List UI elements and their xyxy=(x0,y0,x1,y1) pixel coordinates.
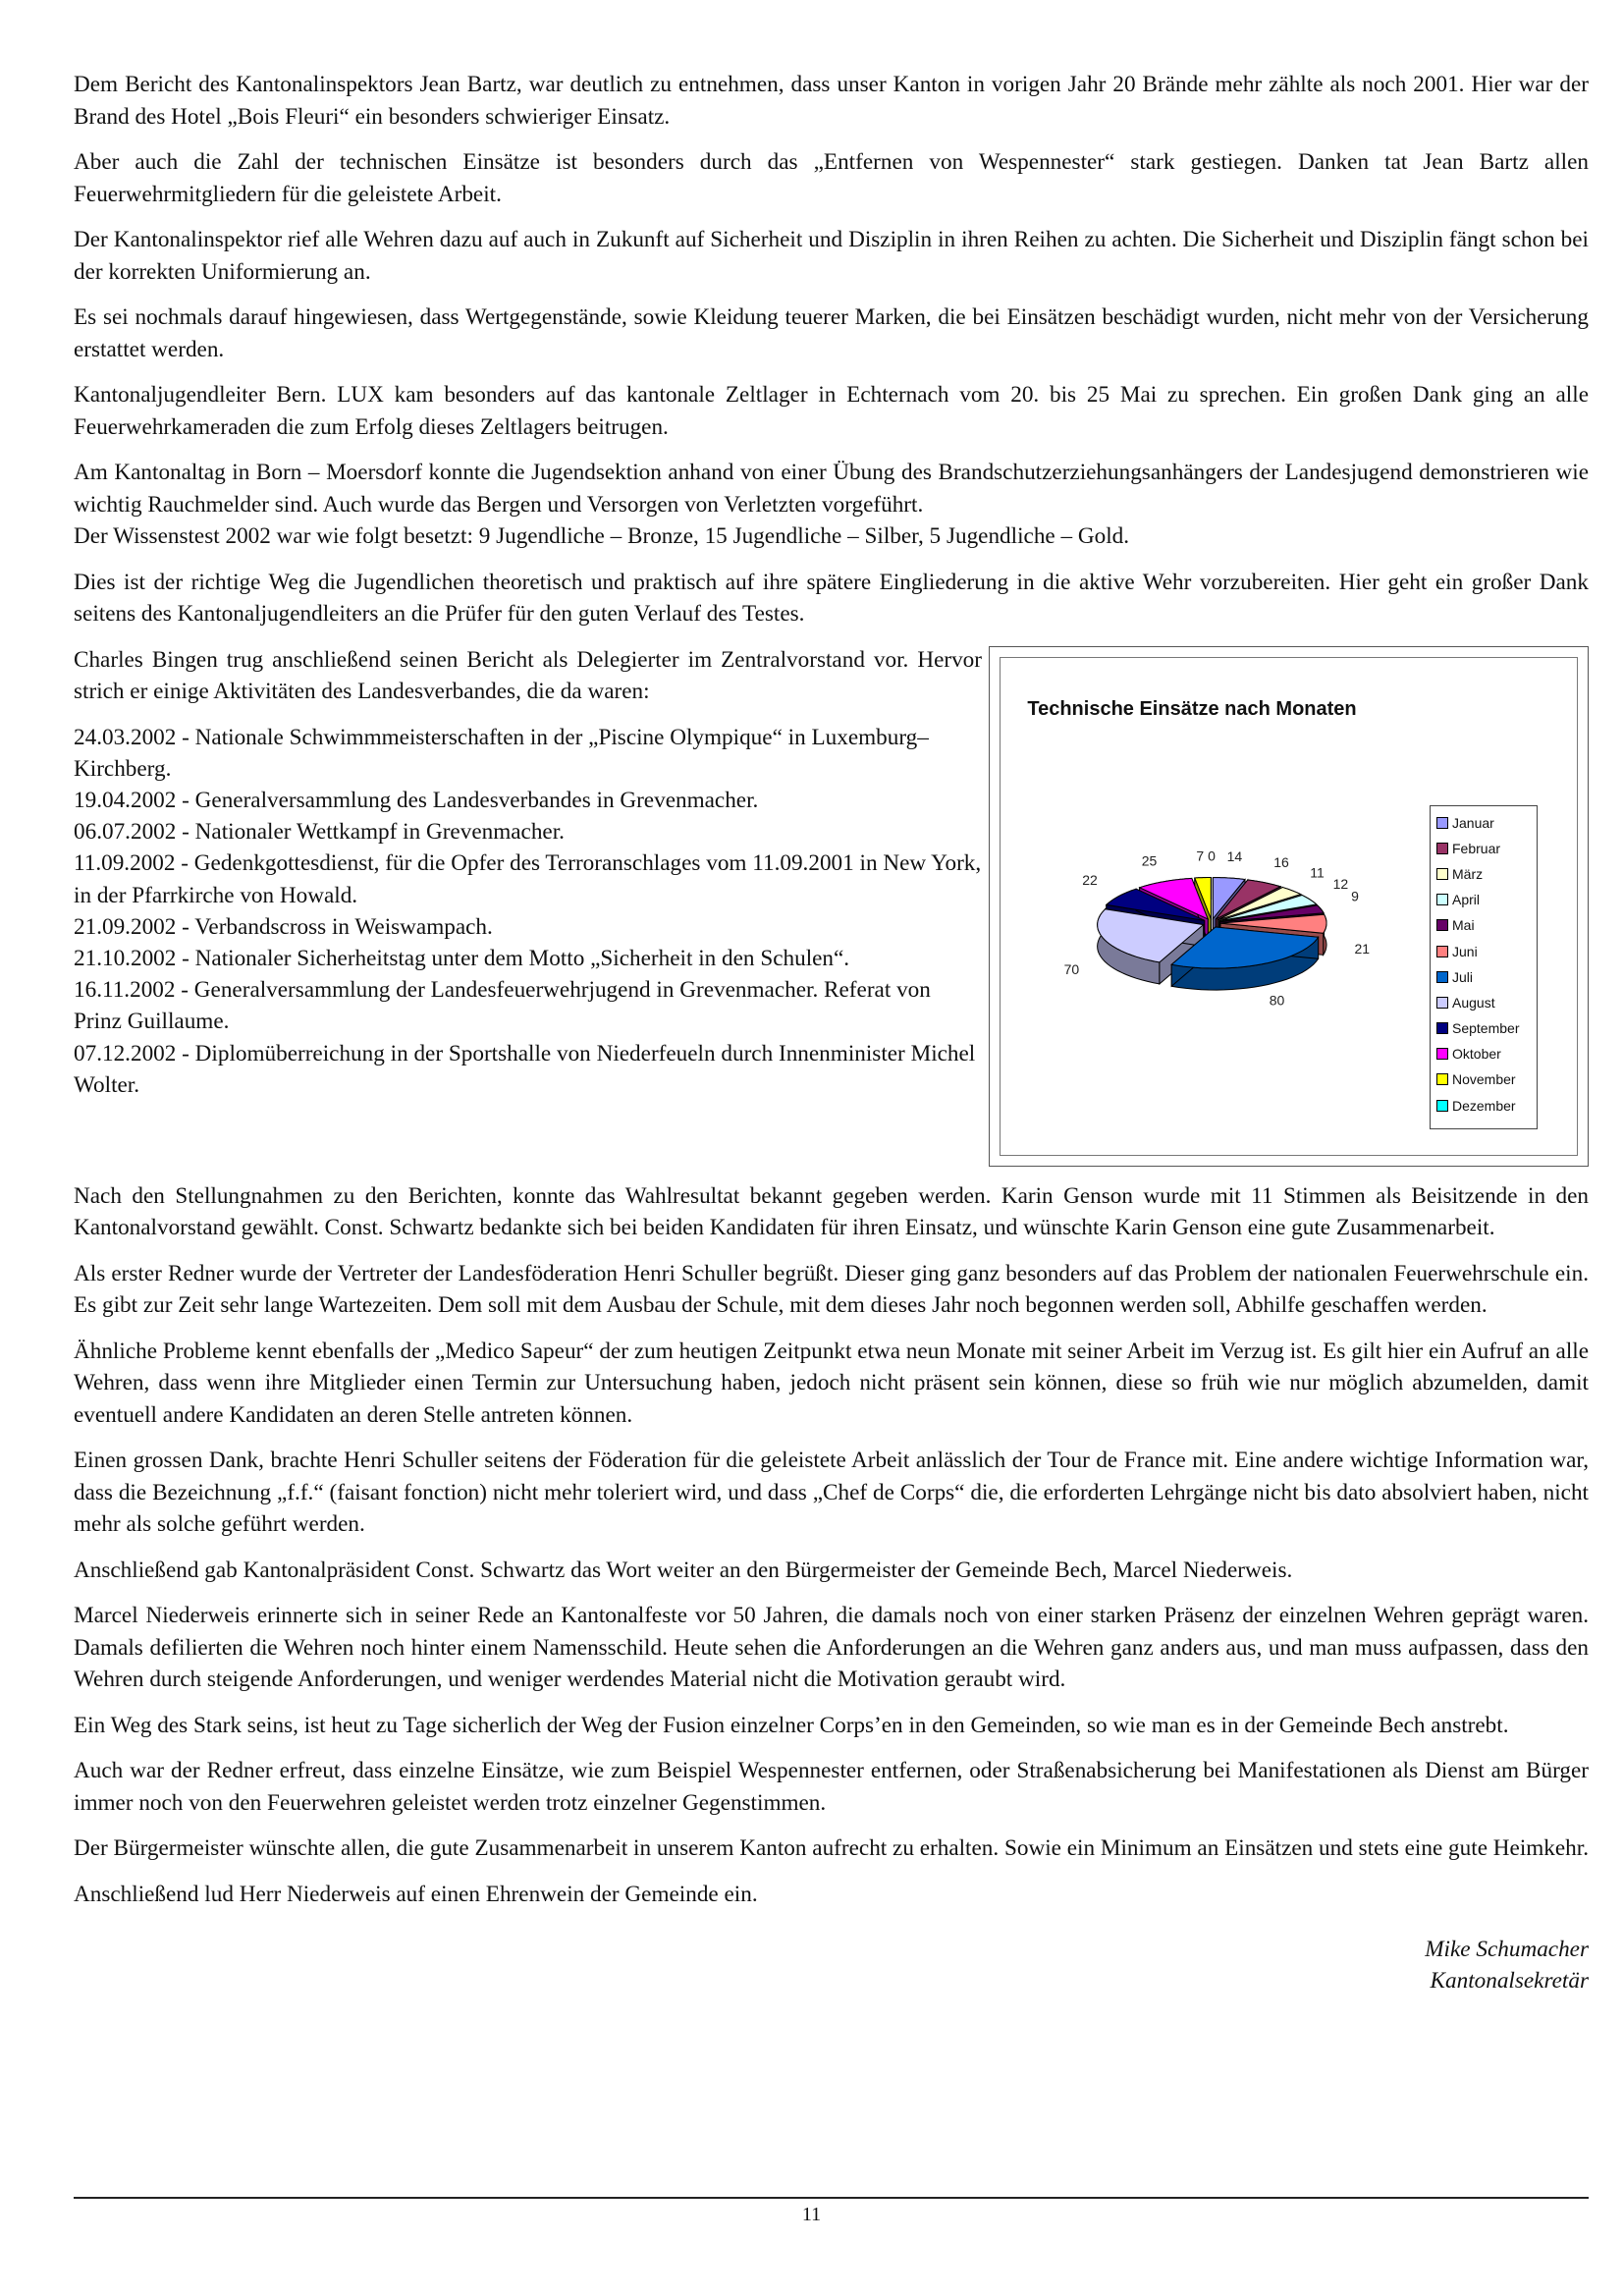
paragraph-safety-discipline: Der Kantonalinspektor rief alle Wehren dazu auf auch in Zukunft auf Sicherheit und Disziplin in ihren Reihen zu achten. Die Sicherheit und Disziplin fängt schon bei der korrekten Uniformierung an. xyxy=(74,227,1589,285)
legend-item xyxy=(1436,861,1533,887)
chart-area xyxy=(1000,657,1578,1156)
footer-rule xyxy=(74,2197,1589,2199)
legend-item xyxy=(1436,1093,1533,1119)
legend-item xyxy=(1436,912,1533,938)
legend-item xyxy=(1436,964,1533,990)
legend-swatch xyxy=(1436,971,1448,983)
paragraph-fusion: Ein Weg des Stark seins, ist heut zu Tage sicherlich der Weg der Fusion einzelner Corps’en in den Gemeinden, so wie man es in der Gemeinde Bech anstrebt. xyxy=(74,1712,1509,1738)
legend-item xyxy=(1436,938,1533,963)
legend-label: Juni xyxy=(1452,943,1478,959)
legend-swatch xyxy=(1436,1022,1448,1034)
event-item: 19.04.2002 - Generalversammlung des Landesverbandes in Grevenmacher. xyxy=(74,787,759,813)
paragraph-youth-preparation: Dies ist der richtige Weg die Jugendlichen theoretisch und praktisch auf ihre spätere Eingliederung in die aktive Wehr vorzubereiten. Hier geht ein großer Dank seitens des Kantonaljugendleiters an die Prüfer für den guten Verlauf des Testes. xyxy=(74,569,1589,627)
event-item: 21.10.2002 - Nationaler Sicherheitstag unter dem Motto „Sicherheit in den Schulen“. xyxy=(74,945,850,971)
legend-swatch xyxy=(1436,817,1448,829)
page-content xyxy=(74,69,1589,1996)
paragraph-delegate-intro: Charles Bingen trug anschließend seinen Bericht als Delegierter im Zentralvorstand vor. Hervor strich er einige Aktivitäten des Landesverbandes, die da waren: xyxy=(74,646,982,704)
legend-label: Dezember xyxy=(1452,1097,1516,1114)
legend-item xyxy=(1436,990,1533,1015)
legend-swatch xyxy=(1436,1073,1448,1085)
page-number: 11 xyxy=(801,2204,822,2225)
pie-data-label: 7 xyxy=(1196,847,1205,863)
legend-label: September xyxy=(1452,1020,1520,1037)
pie-data-label: 16 xyxy=(1273,853,1289,870)
legend-item xyxy=(1436,887,1533,912)
legend-label: Juli xyxy=(1452,968,1474,985)
legend-label: August xyxy=(1452,994,1495,1011)
legend-label: April xyxy=(1452,892,1481,908)
paragraph-inspector-report: Dem Bericht des Kantonalinspektors Jean Bartz, war deutlich zu entnehmen, dass unser Kanton in vorigen Jahr 20 Brände mehr zählte als noch 2001. Hier war der Brand des Hotel „Bois Fleuri“ ein besonders schwieriger Einsatz. xyxy=(74,72,1589,130)
pie-data-label: 12 xyxy=(1332,875,1349,892)
pie-data-label: 14 xyxy=(1226,847,1243,864)
legend-item xyxy=(1436,1066,1533,1092)
paragraph-closing-wine: Anschließend lud Herr Niederweis auf einen Ehrenwein der Gemeinde ein. xyxy=(74,1881,758,1907)
event-item: 21.09.2002 - Verbandscross in Weiswampach. xyxy=(74,913,493,940)
legend-swatch xyxy=(1436,997,1448,1009)
legend-swatch xyxy=(1436,894,1448,905)
chart-frame xyxy=(989,646,1589,1167)
legend-swatch xyxy=(1436,1100,1448,1112)
paragraph-federation-speaker: Als erster Redner wurde der Vertreter der Landesföderation Henri Schuller begrüßt. Dieser ging ganz besonders auf das Problem der nationalen Feuerwehrschule ein. Es gibt zur Zeit sehr lange Wartezeiten. Dem soll mit dem Ausbau der Schule, mit dem dieses Jahr noch begonnen werden soll, Abhilfe geschaffen werden. xyxy=(74,1260,1589,1318)
legend-item xyxy=(1436,1041,1533,1066)
pie-data-label: 25 xyxy=(1141,852,1158,869)
signature-block xyxy=(74,1934,1589,1996)
chart-legend xyxy=(1430,805,1538,1129)
pie-data-label: 21 xyxy=(1354,940,1371,957)
legend-label: März xyxy=(1452,865,1484,882)
legend-swatch xyxy=(1436,1048,1448,1060)
paragraph-citizen-service: Auch war der Redner erfreut, dass einzelne Einsätze, wie zum Beispiel Wespennester entfernen, oder Straßenabsicherung bei Manifestationen als Dienst am Bürger immer noch von den Feuerwehren geleistet werden trotz einzelner Gegenstimmen. xyxy=(74,1758,1589,1816)
pie-data-label: 80 xyxy=(1269,992,1285,1009)
paragraph-technical-missions: Aber auch die Zahl der technischen Einsätze ist besonders durch das „Entfernen von Wespennester“ stark gestiegen. Danken tat Jean Bartz allen Feuerwehrmitgliedern für die geleistete Arbeit. xyxy=(74,149,1589,207)
pie-data-label: 9 xyxy=(1351,888,1359,904)
legend-swatch xyxy=(1436,946,1448,957)
paragraph-medico-sapeur: Ähnliche Probleme kennt ebenfalls der „Medico Sapeur“ der zum heutigen Zeitpunkt etwa neun Monate mit seiner Arbeit im Verzug ist. Es gilt hier ein Aufruf an alle Wehren, dass wenn ihre Mitglieder einen Termin zur Untersuchung haben, jedoch nicht präsent sein können, diese so früh wie nur möglich abzumelden, damit eventuell andere Kandidaten an deren Stelle antreten können. xyxy=(74,1338,1589,1428)
paragraph-youth-camp: Kantonaljugendleiter Bern. LUX kam besonders auf das kantonale Zeltlager in Echternach vom 20. bis 25 Mai zu sprechen. Ein großen Dank ging an alle Feuerwehrkameraden die zum Erfolg dieses Zeltlagers beitrugen. xyxy=(74,382,1589,440)
legend-label: Oktober xyxy=(1452,1046,1501,1063)
legend-item xyxy=(1436,836,1533,861)
event-item: 16.11.2002 - Generalversammlung der Landesfeuerwehrjugend in Grevenmacher. Referat von Prinz Guillaume. xyxy=(74,977,931,1035)
delegate-report xyxy=(74,644,982,1167)
paragraph-federation-thanks: Einen grossen Dank, brachte Henri Schuller seitens der Föderation für die geleistete Arbeit anlässlich der Tour de France mit. Eine andere wichtige Information war, dass die Bezeichnung „f.f.“ (faisant fonction) nicht mehr toleriert wird, und dass „Chef de Corps“ die, die erforderten Lehrgänge nicht bis dato absolviert haben, nicht mehr als solche geführt werden. xyxy=(74,1448,1589,1537)
legend-label: Mai xyxy=(1452,917,1475,934)
signature-name: Mike Schumacher xyxy=(1425,1937,1589,1962)
event-item: 11.09.2002 - Gedenkgottesdienst, für die Opfer des Terroranschlages vom 11.09.2001 in New York, in der Pfarrkirche von Howald. xyxy=(74,850,982,908)
paragraph-election-result: Nach den Stellungnahmen zu den Berichten, konnte das Wahlresultat bekannt gegeben werden. Karin Genson wurde mit 11 Stimmen als Beisitzende in den Kantonalvorstand gewählt. Const. Schwartz bedankte sich bei beiden Kandidaten für ihren Einsatz, und wünschte Karin Genson eine gute Zusammenarbeit. xyxy=(74,1182,1589,1240)
event-list xyxy=(74,722,982,1101)
legend-swatch xyxy=(1436,868,1448,880)
legend-label: Februar xyxy=(1452,840,1501,856)
legend-swatch xyxy=(1436,919,1448,931)
pie-data-label: 22 xyxy=(1082,871,1098,888)
signature-role: Kantonalsekretär xyxy=(1430,1968,1589,1994)
legend-label: Januar xyxy=(1452,814,1494,831)
event-item: 24.03.2002 - Nationale Schwimmmeisterschaften in der „Piscine Olympique“ in Luxemburg–Kirchberg. xyxy=(74,724,929,782)
report-with-chart xyxy=(74,644,1589,1167)
chart-title: Technische Einsätze nach Monaten xyxy=(1027,697,1357,720)
paragraph-mayor-wishes: Der Bürgermeister wünschte allen, die gute Zusammenarbeit in unserem Kanton aufrecht zu erhalten. Sowie ein Minimum an Einsätzen und stets eine gute Heimkehr. xyxy=(74,1835,1590,1861)
event-item: 06.07.2002 - Nationaler Wettkampf in Grevenmacher. xyxy=(74,819,565,846)
legend-item xyxy=(1436,810,1533,836)
paragraph-cantonal-day: Am Kantonaltag in Born – Moersdorf konnte die Jugendsektion anhand von einer Übung des Brandschutzerziehungsanhängers der Landesjugend demonstrieren wie wichtig Rauchmelder sind. Auch wurde das Bergen und Versorgen von Verletzten vorgeführt. xyxy=(74,460,1589,518)
legend-label: November xyxy=(1452,1071,1516,1088)
legend-swatch xyxy=(1436,843,1448,854)
paragraph-mayor-speech: Marcel Niederweis erinnerte sich in seiner Rede an Kantonalfeste vor 50 Jahren, die damals noch von einer starken Präsenz der einzelnen Wehren geprägt waren. Damals defilierten die Wehren noch hinter einem Namensschild. Heute sehen die Anforderungen an die Wehren ganz anders aus, und man muss aufpassen, dass den Wehren durch steigende Anforderungen, und weniger werdendes Material nicht die Motivation geraubt wird. xyxy=(74,1603,1589,1692)
paragraph-insurance-note: Es sei nochmals darauf hingewiesen, dass Wertgegenstände, sowie Kleidung teuerer Marken, die bei Einsätzen beschädigt wurden, nicht mehr von der Versicherung erstattet werden. xyxy=(74,304,1589,362)
legend-item xyxy=(1436,1015,1533,1041)
paragraph-mayor-intro: Anschließend gab Kantonalpräsident Const. Schwartz das Wort weiter an den Bürgermeister der Gemeinde Bech, Marcel Niederweis. xyxy=(74,1557,1293,1583)
pie-data-label: 70 xyxy=(1063,960,1080,977)
event-item: 07.12.2002 - Diplomüberreichung in der Sportshalle von Niederfeueln durch Innenminister Michel Wolter. xyxy=(74,1040,976,1098)
paragraph-knowledge-test: Der Wissenstest 2002 war wie folgt besetzt: 9 Jugendliche – Bronze, 15 Jugendliche – Silber, 5 Jugendliche – Gold. xyxy=(74,523,1130,549)
pie-data-label: 0 xyxy=(1208,847,1216,863)
pie-chart xyxy=(1001,658,1423,1149)
pie-data-label: 11 xyxy=(1310,864,1325,880)
